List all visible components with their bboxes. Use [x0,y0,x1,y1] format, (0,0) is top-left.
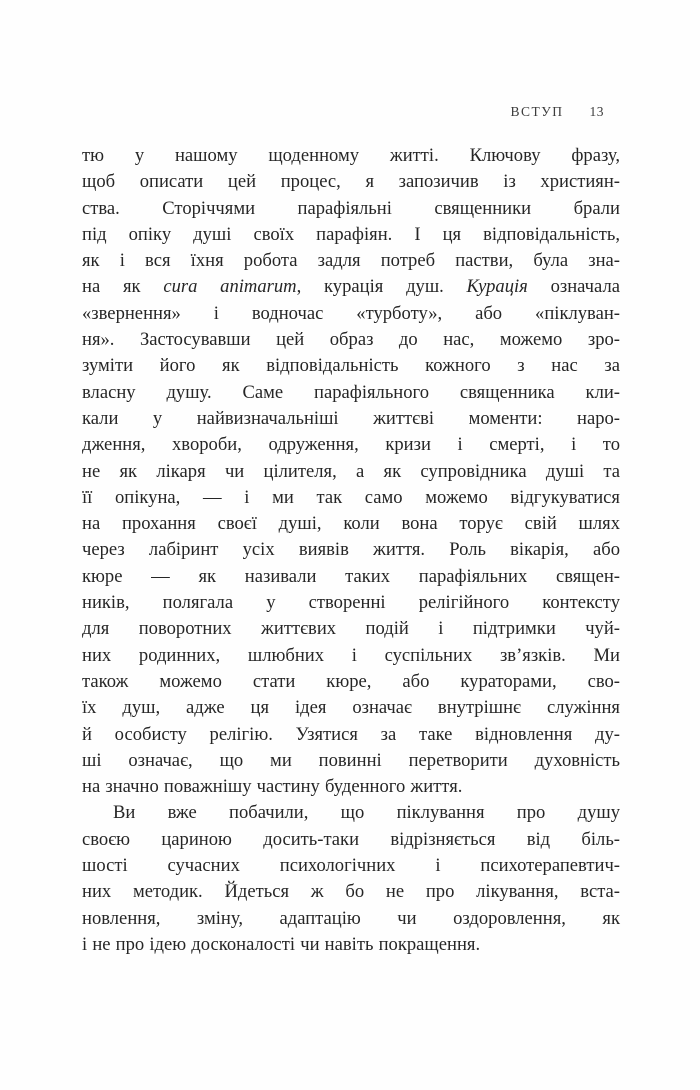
text-line [82,800,620,826]
paragraph [82,143,620,800]
text-segment: них родинних, шлюбних і суспільних зв’язків. Ми [82,644,620,666]
text-segment: ників, полягала у створенні релігійного контексту [82,592,620,614]
text-line [82,222,620,248]
text-segment: й особисту релігію. Узятися за таке відновлення ду- [82,723,620,745]
text-line [82,906,620,932]
text-segment: означала [527,276,620,298]
text-segment: дження, хвороби, одруження, кризи і смерті, і то [82,434,620,456]
text-line [82,616,620,642]
text-segment: також можемо стати кюре, або кураторами, сво- [82,670,620,692]
text-segment: власну душу. Саме парафіяльного священника кли- [82,381,620,403]
text-segment: , курація душ. [296,276,467,298]
text-line [82,327,620,353]
text-line [82,722,620,748]
text-line [82,485,620,511]
text-line [82,511,620,537]
italic-text-segment: Курація [466,276,528,298]
text-line [82,564,620,590]
italic-text-segment: cura animarum [163,276,297,298]
text-segment: щоб описати цей процес, я запозичив із християн- [82,171,620,193]
text-line [82,380,620,406]
paragraph [82,800,620,958]
text-segment: їх душ, адже ця ідея означає внутрішнє служіння [82,697,620,719]
text-segment: зуміти його як відповідальність кожного з нас за [82,355,620,377]
text-line [82,301,620,327]
text-line [82,590,620,616]
text-segment: не як лікаря чи цілителя, а як супровідника душі та [82,460,620,482]
text-segment: шості сучасних психологічних і психотерапевтич- [82,855,620,877]
page-body [82,143,620,958]
text-line [82,537,620,563]
text-segment: як і вся їхня робота задля потреб пастви, була зна- [82,250,620,272]
text-segment: на прохання своєї душі, коли вона торує свій шлях [82,513,620,535]
page-header [82,104,604,120]
text-line [82,695,620,721]
text-line [82,169,620,195]
text-segment: «звернення» і водночас «турботу», або «піклуван- [82,302,620,324]
text-segment: на як [82,276,164,298]
text-segment: ства. Сторіччями парафіяльні священники брали [82,197,620,219]
text-segment: них методик. Йдеться ж бо не про лікування, вста- [82,881,620,903]
text-line [82,248,620,274]
text-line [82,274,620,300]
text-line [82,853,620,879]
text-segment: через лабіринт усіх виявів життя. Роль вікарія, або [82,539,620,561]
text-line [82,196,620,222]
text-line [82,932,620,958]
text-segment: її опікуна, — і ми так само можемо відгукуватися [82,486,620,508]
text-segment: для поворотних життєвих подій і підтримки чуй- [82,618,620,640]
text-segment: ші означає, що ми повинні перетворити духовність [82,749,620,771]
text-line [82,353,620,379]
text-line [82,432,620,458]
text-segment: Ви вже побачили, що піклування про душу [113,802,620,824]
text-line [82,748,620,774]
text-line [82,143,620,169]
page-number: 13 [589,104,604,119]
text-line [82,827,620,853]
text-segment: новлення, зміну, адаптацію чи оздоровлення, як [82,907,620,929]
text-segment: своєю цариною досить-таки відрізняється від біль- [82,828,620,850]
text-line [82,406,620,432]
text-line [82,879,620,905]
text-line [82,669,620,695]
text-segment: ня». Застосувавши цей образ до нас, можемо зро- [82,329,620,351]
text-segment: на значно поважнішу частину буденного життя. [82,776,463,798]
text-line [82,459,620,485]
text-segment: під опіку душі своїх парафіян. І ця відповідальність, [82,223,620,245]
text-segment: тю у нашому щоденному житті. Ключову фразу, [82,145,620,166]
section-title: ВСТУП [510,104,564,119]
text-segment: кали у найвизначальніші життєві моменти: наро- [82,407,620,429]
text-segment: кюре — як називали таких парафіяльних священ- [82,565,620,587]
text-line [82,643,620,669]
text-line [82,774,620,800]
text-segment: і не про ідею досконалості чи навіть покращення. [82,933,481,955]
